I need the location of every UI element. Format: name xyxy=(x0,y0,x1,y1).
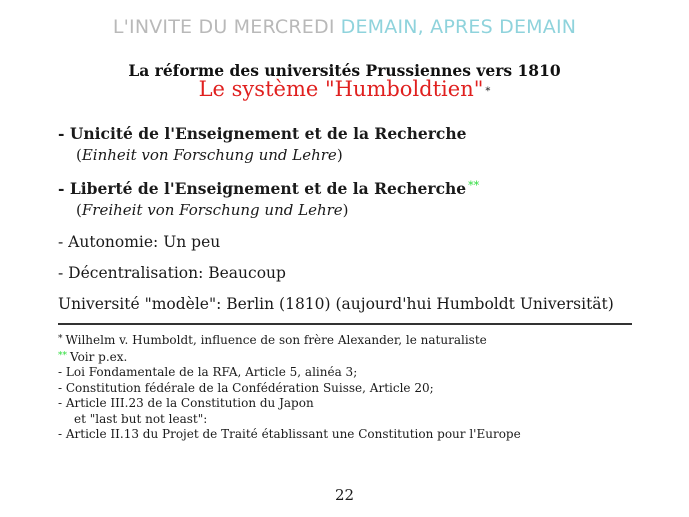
page-number: 22 xyxy=(334,486,355,504)
footnote-line: - Article III.23 de la Constitution du Japon xyxy=(58,396,314,410)
bullet-autonomie-text: - Autonomie: Un peu xyxy=(58,233,221,251)
footnote-1-text: Wilhelm v. Humboldt, influence de son frère Alexander, le naturaliste xyxy=(65,333,487,347)
bullet-decentralisation-text: - Décentralisation: Beaucoup xyxy=(58,264,286,282)
bullet-autonomie xyxy=(58,233,220,251)
footnote-1-mark: * xyxy=(58,334,63,344)
subtitle-footnote-mark: * xyxy=(485,86,491,97)
bullet-unicite-german: Einheit von Forschung und Lehre xyxy=(81,146,337,164)
bullet-decentralisation xyxy=(58,264,286,282)
paren-open: ( xyxy=(76,201,82,219)
bullet-liberte-footnote-mark: ** xyxy=(468,179,480,192)
universite-modele-line xyxy=(58,295,614,313)
bullet-liberte xyxy=(58,179,479,219)
header-left-label: L'INVITE DU MERCREDI xyxy=(112,16,335,38)
footnote-1 xyxy=(58,332,521,349)
footnote-2 xyxy=(58,349,521,366)
paren-close: ) xyxy=(336,146,343,164)
bullet-liberte-german: Freiheit von Forschung und Lehre xyxy=(81,201,343,219)
footnote-divider xyxy=(58,323,632,325)
footnote-line: - Loi Fondamentale de la RFA, Article 5, alinéa 3; xyxy=(58,365,358,379)
footnote-line: - Article II.13 du Projet de Traité établissant une Constitution pour l'Europe xyxy=(58,427,521,441)
footnotes xyxy=(58,332,521,443)
footnote-2-mark: ** xyxy=(58,350,67,361)
footnote-line: et "last but not least": xyxy=(74,411,208,426)
footnote-2-text: Voir p.ex. xyxy=(70,349,128,364)
footnote-line: - Constitution fédérale de la Confédération Suisse, Article 20; xyxy=(58,380,434,395)
bullet-liberte-translation xyxy=(76,201,479,219)
universite-modele-text: Université "modèle": Berlin (1810) (aujourd'hui Humboldt Universität) xyxy=(58,295,614,313)
slide-title: La réforme des universités Prussiennes vers 1810 xyxy=(128,61,561,80)
bullet-unicite-text: - Unicité de l'Enseignement et de la Recherche xyxy=(58,124,467,143)
slide-subtitle xyxy=(0,77,689,101)
slide-header xyxy=(0,16,689,38)
bullet-unicite xyxy=(58,124,466,164)
header-right-label: DEMAIN, APRES DEMAIN xyxy=(340,16,577,38)
paren-close: ) xyxy=(342,201,349,219)
bullet-unicite-translation xyxy=(76,146,466,164)
subtitle-text: Le système "Humboldtien" xyxy=(198,77,484,101)
paren-open: ( xyxy=(76,146,82,164)
bullet-liberte-text: - Liberté de l'Enseignement et de la Recherche xyxy=(58,179,467,198)
